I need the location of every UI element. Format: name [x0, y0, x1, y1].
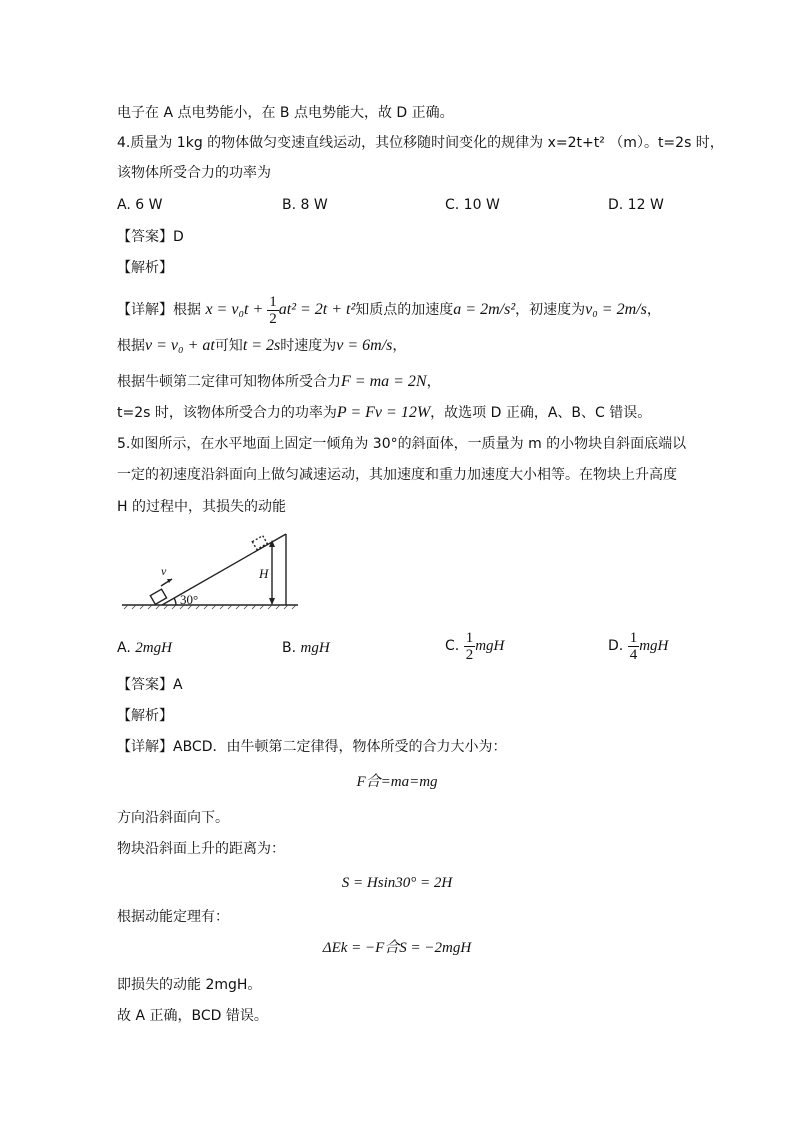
- q5-analysis-tag: 【解析】: [117, 708, 173, 724]
- formula: P = Fv = 12W: [336, 404, 431, 421]
- fraction-half: [464, 630, 476, 663]
- fraction-denominator: 2: [269, 310, 277, 327]
- q5-answer: [117, 675, 183, 695]
- q5-detail-line-3: 物块沿斜面上升的距离为：: [117, 841, 285, 857]
- angle-arc: [174, 598, 176, 605]
- answer-value: D: [173, 229, 184, 245]
- text: ，: [646, 302, 661, 318]
- text: 根据牛顿第二定律可知物体所受合力: [117, 374, 341, 390]
- option-letter: D.: [608, 638, 624, 654]
- formula: at² = 2t + t²: [278, 301, 356, 318]
- q4-detail-line-2: [117, 336, 406, 356]
- q4-option-d: D. 12 W: [608, 197, 664, 213]
- answer-tag: 【答案】: [117, 677, 173, 693]
- q5-stem-line-2: 一定的初速度沿斜面向上做匀减速运动，其加速度和重力加速度大小相等。在物块上升高度: [117, 467, 677, 483]
- formula: F = ma = 2N: [341, 373, 427, 390]
- q4-option-c: C. 10 W: [445, 197, 500, 213]
- fraction-denominator: 2: [465, 646, 474, 663]
- fraction-numerator: 1: [629, 629, 638, 646]
- q5-stem-line-3: H 的过程中，其损失的动能: [117, 499, 286, 515]
- option-letter: C.: [445, 638, 460, 654]
- text: ，: [426, 374, 441, 390]
- answer-value: A: [173, 677, 183, 693]
- height-label: H: [259, 566, 269, 581]
- q5-stem-line-1: 5.如图所示，在水平地面上固定一倾角为 30°的斜面体，一质量为 m 的小物块自斜面底端以: [117, 436, 687, 452]
- text: 根据: [117, 338, 145, 354]
- q5-option-d: [608, 628, 668, 664]
- option-value: mgH: [300, 640, 330, 656]
- q4-stem-line-1: 4.质量为 1kg 的物体做匀变速直线运动，其位移随时间变化的规律为 x=2t+t² （m）。t=2s 时，: [117, 135, 724, 151]
- q5-detail-line-6: 故 A 正确，BCD 错误。: [117, 1008, 268, 1024]
- text: ，初速度为: [515, 302, 586, 318]
- text: 根据: [173, 302, 201, 318]
- fraction-half: [267, 294, 279, 327]
- incline-figure: [118, 528, 318, 618]
- formula: v = v₀ + at: [145, 337, 215, 354]
- fraction-quarter: [628, 630, 640, 663]
- detail-tag: 【详解】: [117, 302, 173, 318]
- text: 知质点的加速度: [355, 302, 454, 318]
- text: ，: [392, 338, 407, 354]
- detail-tag: 【详解】: [117, 739, 173, 755]
- intro-line: 电子在 A 点电势能小，在 B 点电势能大，故 D 正确。: [117, 105, 454, 121]
- text: t=2s 时，该物体所受合力的功率为: [117, 405, 337, 421]
- block-bottom: [150, 589, 166, 604]
- text: 可知: [214, 338, 243, 354]
- formula: v = 6m/s: [336, 337, 393, 354]
- text: 时速度为: [280, 338, 337, 354]
- text: ABCD．由牛顿第二定律得，物体所受的合力大小为：: [173, 739, 507, 755]
- formula: v₀ = 2m/s: [585, 301, 647, 318]
- q4-detail-line-4: [117, 403, 651, 423]
- q5-option-b: [282, 638, 330, 658]
- fraction-numerator: 1: [465, 629, 474, 646]
- fraction-denominator: 4: [629, 646, 638, 663]
- formula: t = 2s: [242, 337, 281, 354]
- text: ，故选项 D 正确，A、B、C 错误。: [430, 405, 652, 421]
- q4-analysis-tag: 【解析】: [117, 260, 173, 276]
- q5-detail-line-2: 方向沿斜面向下。: [117, 810, 229, 826]
- q5-equation-3: ΔEk = −F合S = −2mgH: [322, 940, 472, 956]
- q4-answer: [117, 227, 184, 247]
- q5-detail-line-4: 根据动能定理有：: [117, 909, 229, 925]
- q5-option-a: [117, 638, 172, 658]
- q5-detail-line-5: 即损失的动能 2mgH。: [117, 977, 262, 993]
- q5-equation-2: S = Hsin30° = 2H: [341, 875, 453, 891]
- q4-detail-line-3: [117, 372, 441, 392]
- formula: a = 2m/s²: [453, 301, 516, 318]
- angle-label: 30°: [180, 592, 199, 607]
- velocity-label: v: [161, 564, 167, 578]
- fraction-numerator: 1: [269, 293, 277, 310]
- option-letter: A.: [117, 640, 131, 656]
- block-top-dashed: [252, 536, 267, 550]
- formula: x = v₀t +: [205, 301, 268, 318]
- q4-stem-line-2: 该物体所受合力的功率为: [117, 165, 271, 181]
- option-value: 2mgH: [135, 640, 172, 656]
- q5-option-c: [445, 628, 504, 664]
- answer-tag: 【答案】: [117, 229, 173, 245]
- q4-option-a: A. 6 W: [117, 197, 163, 213]
- q5-detail-line-1: [117, 737, 507, 757]
- height-arrow-bottom: [269, 598, 275, 605]
- q4-detail-line-1: [117, 292, 661, 328]
- q5-equation-1: F合=ma=mg: [356, 774, 438, 790]
- option-letter: B.: [282, 640, 297, 656]
- option-value: mgH: [475, 638, 505, 654]
- q4-option-b: B. 8 W: [282, 197, 328, 213]
- option-value: mgH: [639, 638, 669, 654]
